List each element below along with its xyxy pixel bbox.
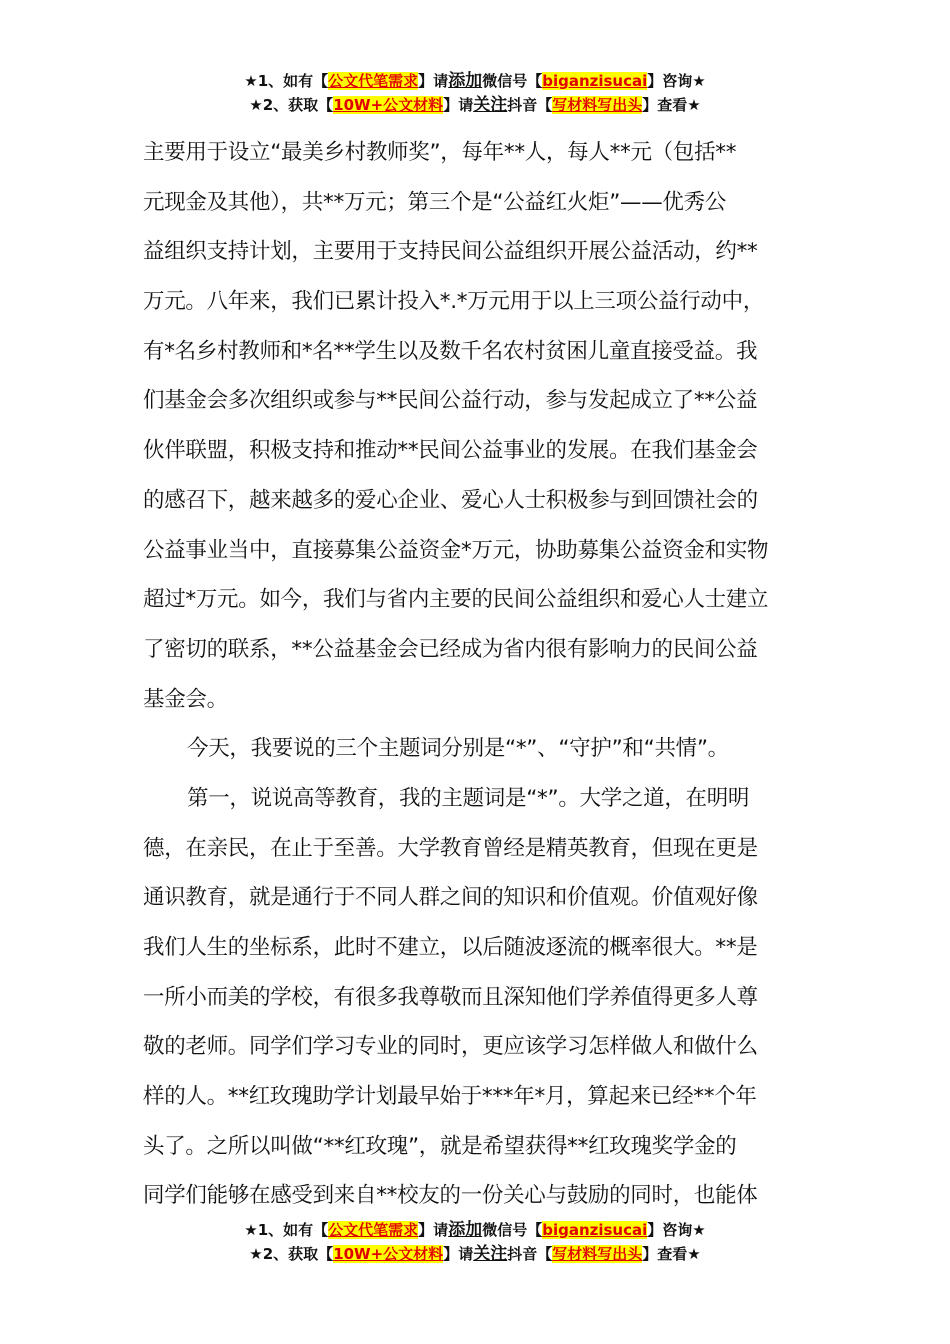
text-line: 超过*万元。如今，我们与省内主要的民间公益组织和爱心人士建立	[143, 587, 769, 613]
highlight: 10W+公文材料	[333, 96, 444, 114]
text: 抖音【	[507, 1245, 553, 1263]
highlight: 10W+公文材料	[333, 1245, 444, 1263]
text: ★2、获取【	[249, 96, 334, 114]
emphasis: 添加	[448, 71, 483, 91]
text-line: 基金会。	[143, 686, 228, 712]
promo-banner-bottom	[0, 1218, 950, 1266]
text: 微信号【	[482, 1221, 543, 1239]
promo-line-2	[0, 93, 950, 117]
text-line: 公益事业当中，直接募集公益资金*万元，协助募集公益资金和实物	[143, 537, 769, 563]
text: 微信号【	[482, 72, 543, 90]
text: 】请	[443, 96, 474, 114]
text-line: 了密切的联系，**公益基金会已经成为省内很有影响力的民间公益	[143, 636, 758, 662]
text: 】咨询★	[647, 1221, 706, 1239]
promo-line-2	[0, 1242, 950, 1266]
emphasis: 添加	[448, 1220, 483, 1240]
promo-line-1	[0, 1218, 950, 1242]
text: ★1、如有【	[244, 72, 329, 90]
text: 】请	[418, 72, 449, 90]
body-text	[143, 128, 813, 1221]
douyin-id: 写材料写出头	[552, 1245, 643, 1263]
text-line: 德，在亲民，在止于至善。大学教育曾经是精英教育，但现在更是	[143, 835, 758, 861]
text: 】查看★	[642, 1245, 701, 1263]
promo-banner-top	[0, 69, 950, 117]
text-line: 益组织支持计划，主要用于支持民间公益组织开展公益活动，约**	[143, 239, 758, 265]
douyin-id: 写材料写出头	[552, 96, 643, 114]
text-line: 样的人。**红玫瑰助学计划最早始于***年*月，算起来已经**个年	[143, 1084, 757, 1110]
promo-line-1	[0, 69, 950, 93]
text: 】请	[443, 1245, 474, 1263]
text: ★2、获取【	[249, 1245, 334, 1263]
text: ★1、如有【	[244, 1221, 329, 1239]
text: 】查看★	[642, 96, 701, 114]
text-line: 们基金会多次组织或参与**民间公益行动，参与发起成立了**公益	[143, 388, 758, 414]
wechat-id: biganzisucai	[542, 1221, 648, 1239]
emphasis: 关注	[473, 1244, 508, 1264]
text-line: 第一，说说高等教育，我的主题词是“*”。大学之道，在明明	[187, 785, 750, 811]
highlight: 公文代笔需求	[328, 1221, 419, 1239]
text-line: 头了。之所以叫做“**红玫瑰”，就是希望获得**红玫瑰奖学金的	[143, 1133, 737, 1159]
text-line: 今天，我要说的三个主题词分别是“*”、“守护”和“共情”。	[187, 736, 729, 762]
text-line: 同学们能够在感受到来自**校友的一份关心与鼓励的同时，也能体	[143, 1183, 758, 1209]
text-line: 伙伴联盟，积极支持和推动**民间公益事业的发展。在我们基金会	[143, 438, 758, 464]
emphasis: 关注	[473, 95, 508, 115]
text-line: 万元。八年来，我们已累计投入*.*万元用于以上三项公益行动中，	[143, 289, 765, 315]
highlight: 公文代笔需求	[328, 72, 419, 90]
text-line: 的感召下，越来越多的爱心企业、爱心人士积极参与到回馈社会的	[143, 487, 758, 513]
text: 】请	[418, 1221, 449, 1239]
text-line: 敬的老师。同学们学习专业的同时，更应该学习怎样做人和做什么	[143, 1034, 758, 1060]
text-line: 通识教育，就是通行于不同人群之间的知识和价值观。价值观好像	[143, 885, 758, 911]
wechat-id: biganzisucai	[542, 72, 648, 90]
text: 】咨询★	[647, 72, 706, 90]
text-line: 元现金及其他），共**万元；第三个是“公益红火炬”——优秀公	[143, 189, 727, 215]
text-line: 主要用于设立“最美乡村教师奖”，每年**人，每人**元（包括**	[143, 140, 737, 165]
text: 抖音【	[507, 96, 553, 114]
text-line: 我们人生的坐标系，此时不建立，以后随波逐流的概率很大。**是	[143, 935, 758, 960]
text-line: 有*名乡村教师和*名**学生以及数千名农村贫困儿童直接受益。我	[143, 338, 758, 364]
text-line: 一所小而美的学校，有很多我尊敬而且深知他们学养值得更多人尊	[143, 984, 758, 1010]
